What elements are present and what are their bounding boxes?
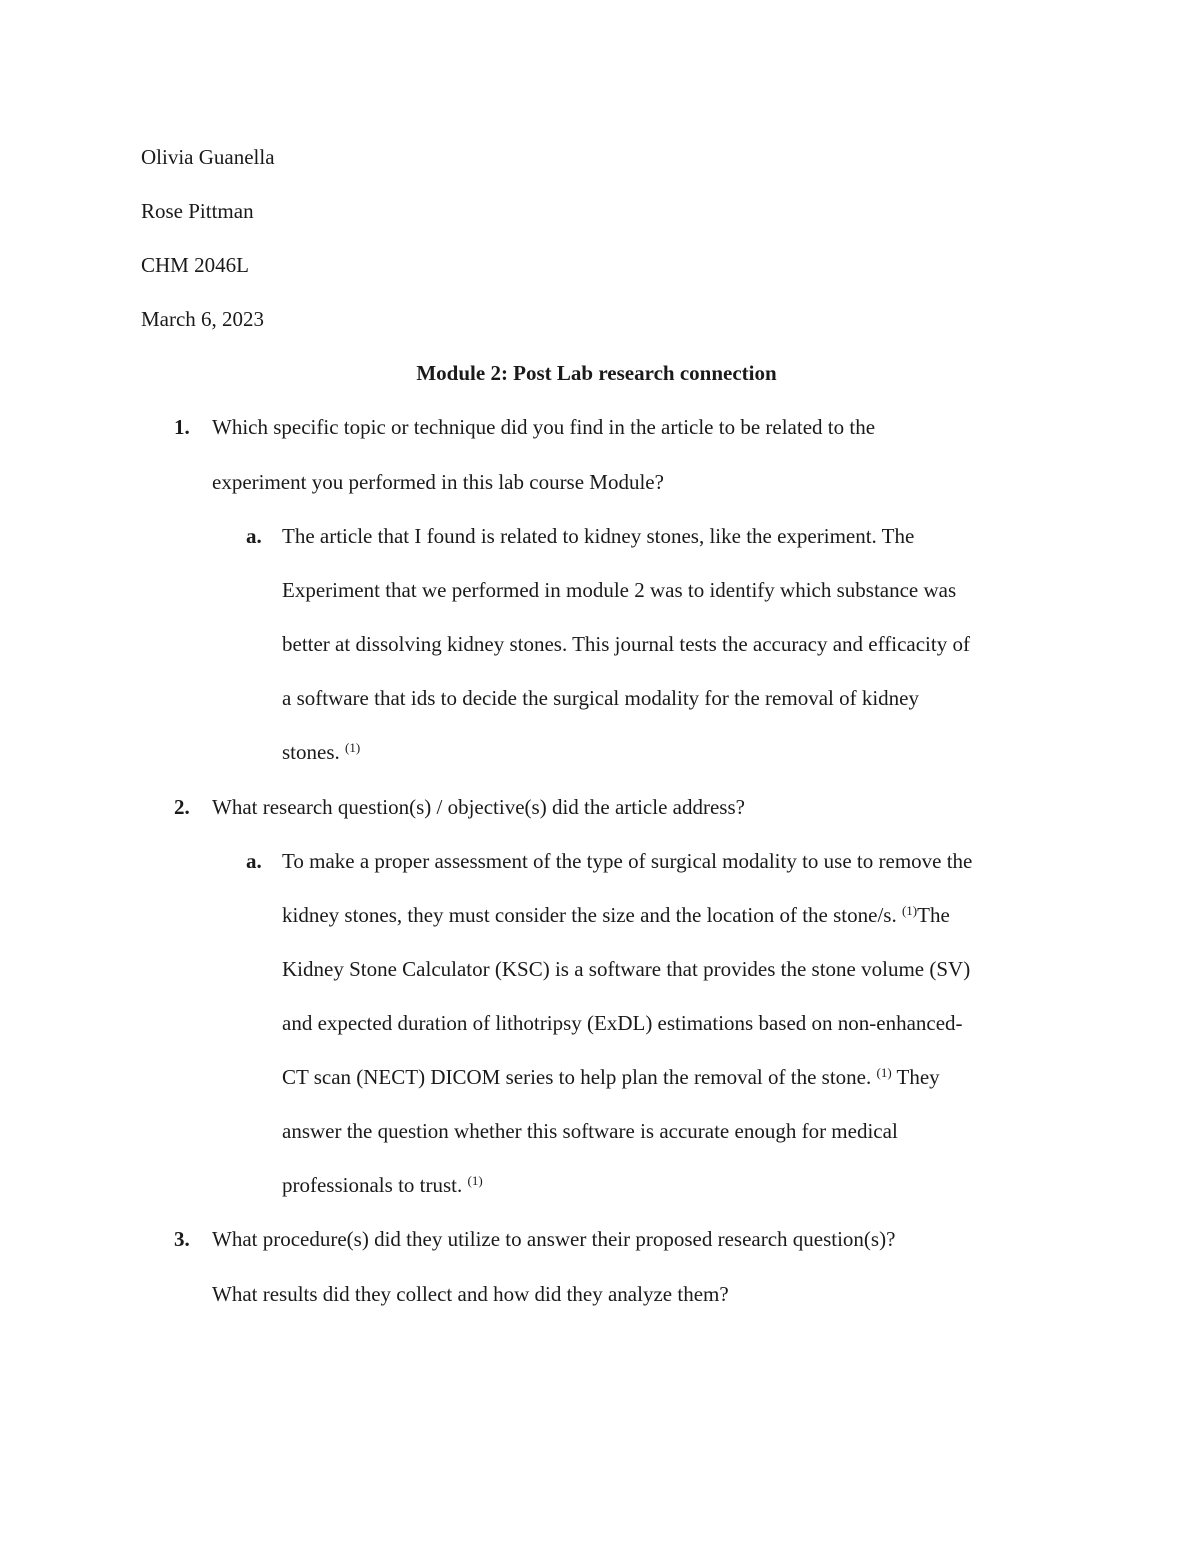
answer-2-line-5-text: CT scan (NECT) DICOM series to help plan the removal of the stone. — [282, 1065, 872, 1089]
answer-2-line-1: To make a proper assessment of the type of surgical modality to use to remove the — [282, 849, 973, 873]
question-number-1: 1. — [174, 415, 190, 439]
answer-2-line-2-text: kidney stones, they must consider the size and the location of the stone/s. — [282, 903, 897, 927]
student-name: Olivia Guanella — [141, 145, 275, 169]
answer-2-line-6: answer the question whether this software is accurate enough for medical — [282, 1119, 898, 1143]
answer-2-line-5 — [282, 1065, 940, 1089]
citation-superscript: (1) — [901, 903, 918, 918]
document-date: March 6, 2023 — [141, 307, 265, 331]
answer-1-line-1: The article that I found is related to kidney stones, like the experiment. The — [282, 524, 915, 548]
question-number-3: 3. — [174, 1227, 190, 1251]
answer-1-line-2: Experiment that we performed in module 2 was to identify which substance was — [282, 578, 957, 602]
instructor-name: Rose Pittman — [141, 199, 254, 223]
course-code: CHM 2046L — [141, 253, 249, 277]
answer-1-line-4: a software that ids to decide the surgical modality for the removal of kidney — [282, 686, 920, 710]
citation-superscript: (1) — [467, 1173, 483, 1188]
answer-2-line-7 — [282, 1173, 483, 1197]
answer-2-line-5-tail: They — [896, 1065, 940, 1089]
answer-2-line-2 — [282, 903, 950, 927]
answer-2-line-2-tail: The — [917, 903, 950, 927]
document-title: Module 2: Post Lab research connection — [416, 361, 777, 385]
question-number-2: 2. — [174, 795, 190, 819]
citation-superscript: (1) — [345, 740, 361, 755]
question-1-line-1: Which specific topic or technique did you find in the article to be related to the — [212, 415, 876, 439]
answer-2-letter: a. — [246, 849, 262, 873]
citation-superscript: (1) — [876, 1065, 892, 1080]
answer-2-line-7-text: professionals to trust. — [282, 1173, 463, 1197]
answer-1-line-5 — [282, 740, 360, 764]
question-1-line-2: experiment you performed in this lab course Module? — [212, 470, 664, 494]
question-3-line-2: What results did they collect and how did they analyze them? — [212, 1282, 729, 1306]
answer-1-line-3: better at dissolving kidney stones. This journal tests the accuracy and efficacity of — [282, 632, 970, 656]
answer-1-letter: a. — [246, 524, 262, 548]
answer-1-line-5-text: stones. — [282, 740, 340, 764]
question-3-line-1: What procedure(s) did they utilize to answer their proposed research question(s)? — [212, 1227, 896, 1251]
question-2-line-1: What research question(s) / objective(s) did the article address? — [212, 795, 745, 819]
answer-2-line-4: and expected duration of lithotripsy (ExDL) estimations based on non-enhanced- — [282, 1011, 963, 1035]
answer-2-line-3: Kidney Stone Calculator (KSC) is a software that provides the stone volume (SV) — [282, 957, 971, 981]
